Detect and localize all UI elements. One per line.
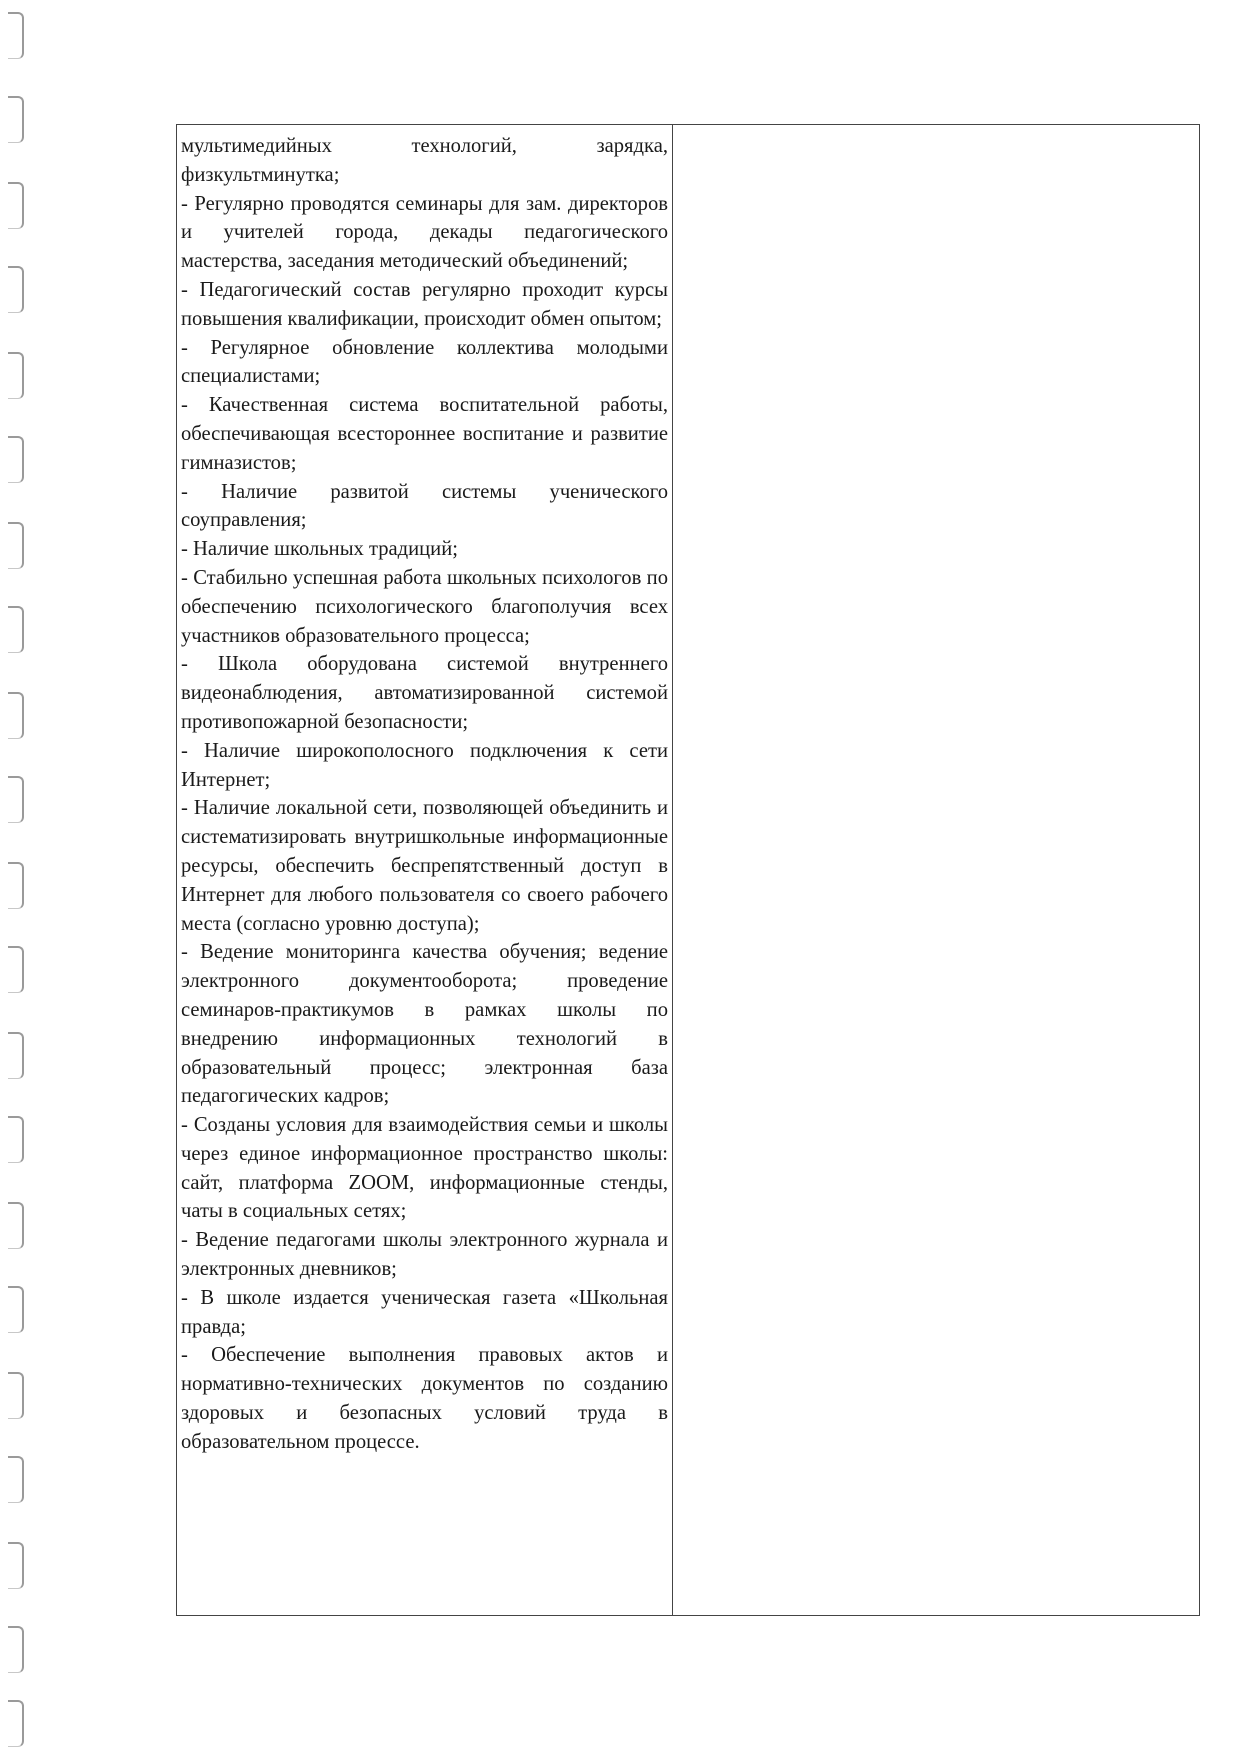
list-item: - Педагогический состав регулярно проходит курсы повышения квалификации, происходит обмен опытом;	[181, 278, 668, 330]
list-item: - Наличие локальной сети, позволяющей объединить и систематизировать внутришкольные информационные ресурсы, обеспечить беспрепятственный доступ в Интернет для любого пользователя со своего рабочего места (согласно уровню доступа);	[181, 797, 668, 935]
binding-ring-mark	[8, 352, 24, 399]
binding-ring-mark	[8, 692, 24, 739]
binding-ring-mark	[8, 266, 24, 313]
list-item: - Школа оборудована системой внутреннего видеонаблюдения, автоматизированной системой противопожарной безопасности;	[181, 653, 668, 733]
binding-ring-mark	[8, 12, 24, 59]
binding-ring-mark	[8, 946, 24, 993]
binding-ring-mark	[8, 1542, 24, 1589]
list-item: - Регулярно проводятся семинары для зам. директоров и учителей города, декады педагогического мастерства, заседания методический объединений;	[181, 192, 668, 273]
binding-ring-mark	[8, 1700, 24, 1747]
binding-ring-mark	[8, 1032, 24, 1079]
list-item: - Обеспечение выполнения правовых актов и нормативно-технических документов по созданию здоровых и безопасных условий труда в образовательном процессе.	[181, 1344, 668, 1453]
list-item: - Ведение мониторинга качества обучения; ведение электронного документооборота; проведение семинаров-практикумов в рамках школы по внедрению информационных технологий в образовательный процесс; электронная база педагогических кадров;	[181, 941, 668, 1108]
binding-ring-mark	[8, 606, 24, 653]
binding-ring-mark	[8, 1626, 24, 1673]
list-item: - Ведение педагогами школы электронного журнала и электронных дневников;	[181, 1229, 668, 1281]
list-item: - Наличие развитой системы ученического соуправления;	[181, 480, 668, 532]
list-item: - Качественная система воспитательной работы, обеспечивающая всестороннее воспитание и развитие гимназистов;	[181, 394, 668, 474]
list-item: - Созданы условия для взаимодействия семьи и школы через единое информационное пространство школы: сайт, платформа ZOOM, информационные стенды, чаты в социальных сетях;	[181, 1114, 668, 1223]
binding-ring-mark	[8, 776, 24, 823]
binding-ring-mark	[8, 182, 24, 229]
list-item: мультимедийных технологий, зарядка, физкультминутка;	[181, 135, 668, 186]
binding-ring-mark	[8, 1286, 24, 1333]
binding-ring-mark	[8, 1456, 24, 1503]
list-item: - Наличие школьных традиций;	[181, 538, 458, 561]
table-cell-left	[177, 125, 673, 1615]
list-item: - Регулярное обновление коллектива молодыми специалистами;	[181, 336, 668, 388]
binding-ring-mark	[8, 862, 24, 909]
binding-ring-mark	[8, 436, 24, 483]
binding-ring-mark	[8, 1202, 24, 1249]
list-item: - В школе издается ученическая газета «Школьная правда;	[181, 1286, 668, 1338]
binding-ring-mark	[8, 1372, 24, 1419]
binding-ring-mark	[8, 96, 24, 143]
document-table	[176, 124, 1200, 1616]
binding-ring-mark	[8, 522, 24, 569]
list-item: - Наличие широкополосного подключения к сети Интернет;	[181, 739, 668, 791]
binding-holes	[0, 0, 40, 1755]
table-cell-right	[673, 125, 1199, 1615]
list-item: - Стабильно успешная работа школьных психологов по обеспечению психологического благополучия всех участников образовательного процесса;	[181, 566, 668, 647]
binding-ring-mark	[8, 1116, 24, 1163]
